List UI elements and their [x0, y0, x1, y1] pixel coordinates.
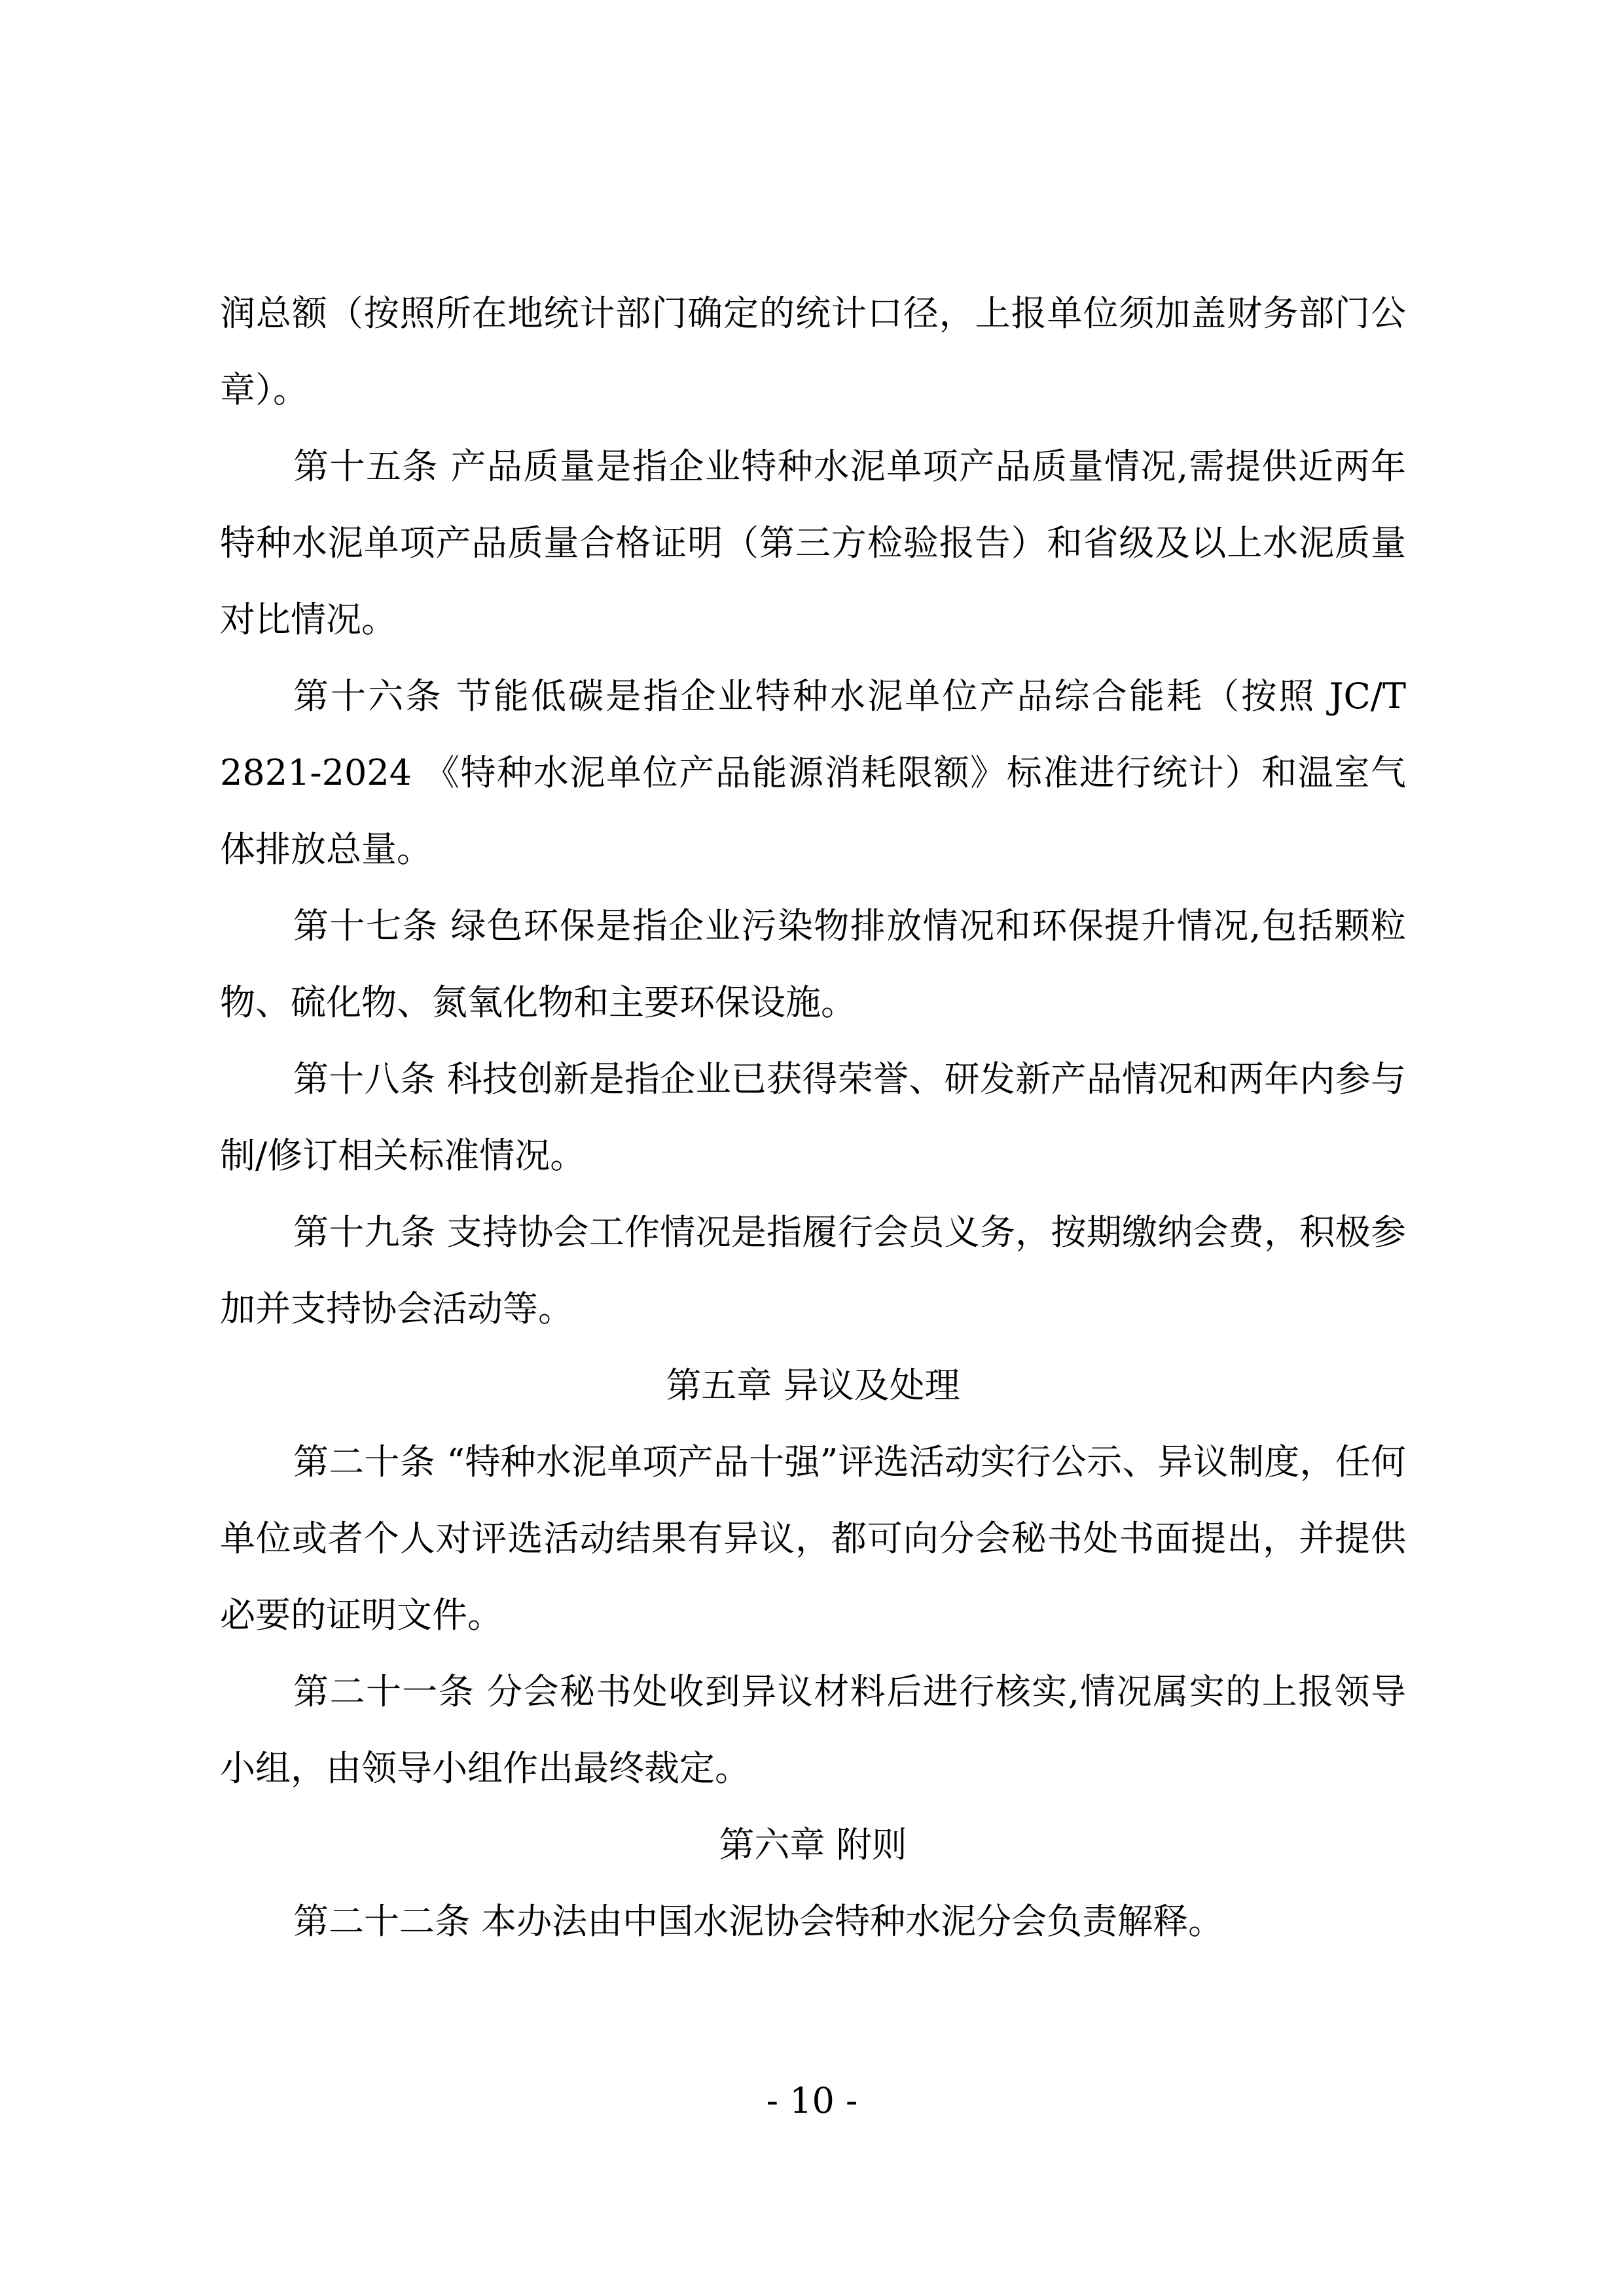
paragraph-article-22: 第二十二条 本办法由中国水泥协会特种水泥分会负责解释。 [293, 1901, 1224, 1942]
paragraph-article-15: 第十五条 产品质量是指企业特种水泥单项产品质量情况,需提供近两年特种水泥单项产品质量合格证明（第三方检验报告）和省级及以上水泥质量对比情况。 [220, 446, 1406, 640]
page-number: - 10 - [766, 2080, 858, 2121]
chapter-heading-6: 第六章 附则 [719, 1824, 907, 1865]
document-body [220, 275, 1406, 1960]
paragraph-article-16: 第十六条 节能低碳是指企业特种水泥单位产品综合能耗（按照 JC/T 2821-2024 《特种水泥单位产品能源消耗限额》标准进行统计）和温室气体排放总量。 [220, 675, 1406, 870]
paragraph-article-14-continued: 润总额（按照所在地统计部门确定的统计口径，上报单位须加盖财务部门公章）。 [220, 293, 1406, 410]
paragraph-article-17: 第十七条 绿色环保是指企业污染物排放情况和环保提升情况,包括颗粒物、硫化物、氮氧化物和主要环保设施。 [220, 905, 1406, 1023]
chapter-heading-5: 第五章 异议及处理 [666, 1365, 960, 1406]
paragraph-article-19: 第十九条 支持协会工作情况是指履行会员义务，按期缴纳会费，积极参加并支持协会活动等。 [220, 1211, 1406, 1329]
paragraph-article-20: 第二十条 “特种水泥单项产品十强”评选活动实行公示、异议制度，任何单位或者个人对评选活动结果有异议，都可向分会秘书处书面提出，并提供必要的证明文件。 [220, 1441, 1406, 1636]
paragraph-article-18: 第十八条 科技创新是指企业已获得荣誉、研发新产品情况和两年内参与制/修订相关标准情况。 [220, 1058, 1406, 1176]
paragraph-article-21: 第二十一条 分会秘书处收到异议材料后进行核实,情况属实的上报领导小组，由领导小组作出最终裁定。 [220, 1671, 1406, 1789]
